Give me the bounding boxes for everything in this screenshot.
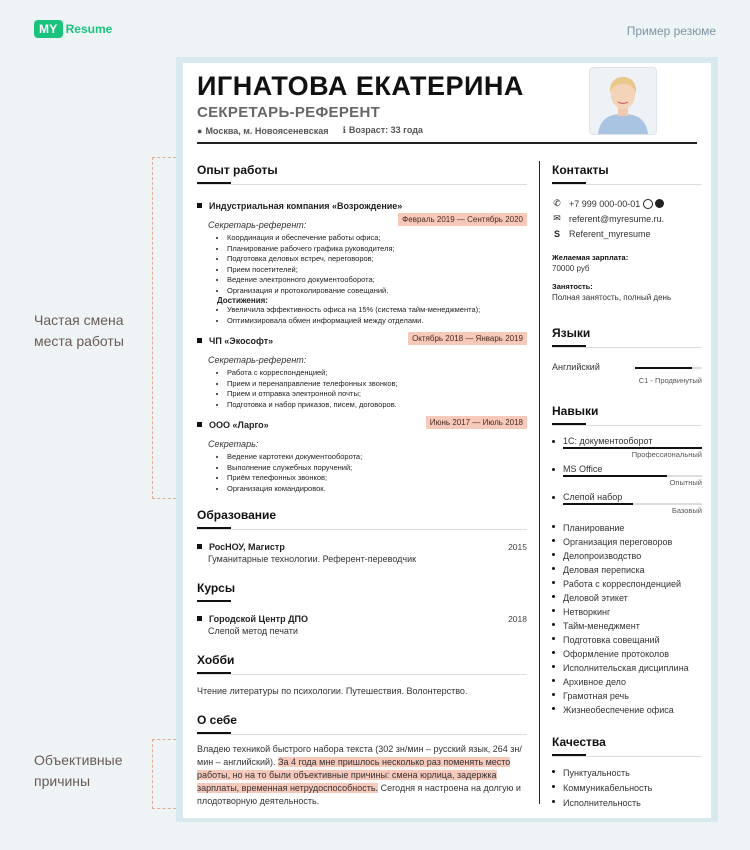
- job-dates-badge: Июнь 2017 — Июль 2018: [426, 416, 527, 429]
- job-duties: [197, 368, 527, 410]
- telegram-icon: [655, 199, 664, 208]
- job-item: ООО «Ларго» Секретарь: Июнь 2017 — Июль 2018 • Ведение картотеки документооборота; • Выполнение служебных поручений; • Приём телефонных звонков; • Организация командировок.: [197, 420, 527, 494]
- education-school: РосНОУ, Магистр: [197, 542, 527, 552]
- contacts-line: [552, 184, 702, 185]
- section-skills: [552, 404, 702, 717]
- resume-name: ИГНАТОВА ЕКАТЕРИНА: [197, 71, 524, 101]
- skills-list: [552, 521, 702, 717]
- job-company: ООО «Ларго»: [197, 420, 527, 430]
- contact-skype[interactable]: [552, 226, 702, 241]
- experience-title: Опыт работы: [197, 163, 278, 177]
- skill-item: Нетворкинг: [552, 605, 702, 619]
- duty-item: • Планирование рабочего графика руководителя;: [227, 244, 527, 255]
- job-position: Секретарь-референт: [208, 355, 304, 365]
- hobby-line: [197, 674, 527, 675]
- logo-my: MY: [34, 20, 63, 38]
- resume-page: [183, 63, 711, 818]
- duty-item: • Работа с корреспонденцией;: [227, 368, 527, 379]
- location-pin-icon: ●: [197, 125, 203, 136]
- about-line: [197, 734, 527, 735]
- skill-item: Жизнеобеспечение офиса: [552, 703, 702, 717]
- note-objective-reasons: Объективные причины: [34, 752, 123, 789]
- skill-item: Исполнительская дисциплина: [552, 661, 702, 675]
- rated-skill: [552, 464, 702, 487]
- section-experience: [197, 163, 527, 494]
- courses-underline: [197, 600, 231, 602]
- location: [197, 126, 328, 136]
- education-line: [197, 529, 527, 530]
- skill-item: Деловая переписка: [552, 563, 702, 577]
- header-rule: [197, 142, 697, 144]
- duty-item: • Подготовка и набор приказов, писем, договоров.: [227, 400, 527, 411]
- skill-level-fill: [563, 503, 633, 505]
- rated-skill-name: Слепой набор: [552, 492, 702, 502]
- achievements-label: Достижения:: [217, 296, 268, 305]
- section-courses: [197, 581, 527, 636]
- job-position: Секретарь: [208, 439, 256, 449]
- skill-item: Работа с корреспонденцией: [552, 577, 702, 591]
- skill-level-text: Опытный: [669, 478, 702, 487]
- contact-email[interactable]: [552, 211, 702, 226]
- section-languages: [552, 326, 702, 385]
- education-item: [197, 542, 527, 564]
- languages-line: [552, 347, 702, 348]
- course-item: [197, 614, 527, 636]
- course-year: 2018: [508, 614, 527, 624]
- duty-item: • Прием и отправка электронной почты;: [227, 389, 527, 400]
- contacts-title: Контакты: [552, 163, 609, 177]
- job-dates-badge: Октябрь 2018 — Январь 2019: [408, 332, 527, 345]
- courses-title: Курсы: [197, 581, 236, 595]
- qualities-list: [552, 766, 702, 811]
- achievement-item: • Увеличила эффективность офиса на 15% (система тайм-менеджмента);: [227, 305, 527, 316]
- skill-item: Подготовка совещаний: [552, 633, 702, 647]
- duty-item: • Ведение электронного документооборота;: [227, 275, 527, 286]
- skills-title: Навыки: [552, 404, 599, 418]
- achievement-item: • Оптимизировала обмен информацией между отделами.: [227, 316, 527, 327]
- skill-item: Архивное дело: [552, 675, 702, 689]
- section-hobby: [197, 653, 527, 698]
- language-item: [552, 362, 702, 376]
- salary-label: Желаемая зарплата:: [552, 253, 629, 262]
- duty-item: • Организация командировок.: [227, 484, 527, 495]
- age: [342, 125, 422, 136]
- whatsapp-icon: [643, 199, 653, 209]
- education-title: Образование: [197, 508, 277, 522]
- job-duties: [197, 233, 527, 296]
- location-text: Москва, м. Новоясеневская: [205, 125, 329, 136]
- experience-line: [197, 184, 527, 185]
- skill-level-text: Профессиональный: [631, 450, 702, 459]
- languages-title: Языки: [552, 326, 591, 340]
- about-text-start: Владею техникой быстрого набора текста (302 зн/мин – русский язык, 264 зн/мин – английский).: [197, 744, 522, 767]
- employment-label: Занятость:: [552, 282, 593, 291]
- duty-item: • Приём телефонных звонков;: [227, 473, 527, 484]
- rated-skill-name: 1С: документооборот: [552, 436, 702, 446]
- skill-item: Грамотная речь: [552, 689, 702, 703]
- quality-item: Пунктуальность: [552, 766, 702, 781]
- skype-text: Referent_myresume: [569, 228, 651, 239]
- job-dates-badge: Февраль 2019 — Сентябрь 2020: [398, 213, 527, 226]
- skill-level-fill: [563, 475, 667, 477]
- course-org: Городской Центр ДПО: [197, 614, 527, 624]
- education-year: 2015: [508, 542, 527, 552]
- duty-item: • Прием и перенаправление телефонных звонков;: [227, 379, 527, 390]
- skill-item: Планирование: [552, 521, 702, 535]
- hobby-title: Хобби: [197, 653, 235, 667]
- skill-item: Делопроизводство: [552, 549, 702, 563]
- profile-photo-image: [590, 68, 656, 134]
- duty-item: • Организация и протоколирование совещаний.: [227, 286, 527, 297]
- resume-meta: [197, 125, 423, 136]
- skill-level-fill: [563, 447, 702, 449]
- rated-skill: [552, 492, 702, 515]
- rated-skill: [552, 436, 702, 459]
- duty-item: • Прием посетителей;: [227, 265, 527, 276]
- email-text: referent@myresume.ru.: [569, 213, 665, 224]
- skill-level-text: Базовый: [671, 506, 702, 515]
- about-title: О себе: [197, 713, 237, 727]
- job-company: ЧП «Экософт»: [197, 336, 527, 346]
- language-level-text: C1 - Продвинутый: [638, 376, 702, 385]
- salary-value: 70000 руб: [552, 264, 590, 273]
- section-contacts: [552, 163, 702, 302]
- logo-resume: Resume: [65, 22, 113, 36]
- language-level-fill: [635, 367, 692, 369]
- about-text: [197, 743, 522, 808]
- logo[interactable]: [34, 20, 112, 38]
- job-company: Индустриальная компания «Возрождение»: [197, 201, 527, 211]
- section-qualities: [552, 735, 702, 811]
- right-column: [552, 163, 702, 811]
- left-column: [197, 163, 527, 808]
- info-icon: ℹ: [342, 125, 346, 135]
- age-text: Возраст: 33 года: [348, 125, 423, 135]
- duty-item: • Координация и обеспечение работы офиса;: [227, 233, 527, 244]
- quality-item: Исполнительность: [552, 796, 702, 811]
- duty-item: • Подготовка деловых встреч, переговоров;: [227, 254, 527, 265]
- hobby-text: Чтение литературы по психологии. Путешествия. Волонтерство.: [197, 686, 468, 696]
- section-about: [197, 713, 527, 808]
- job-duties: [197, 452, 527, 494]
- email-icon: ✉: [553, 213, 561, 223]
- quality-item: Коммуникабельность: [552, 781, 702, 796]
- phone-icon: ✆: [553, 198, 561, 208]
- job-item: Индустриальная компания «Возрождение» Секретарь-референт: Февраль 2019 — Сентябрь 2020 • Координация и обеспечение работы офиса; • Планирование рабочего графика руководителя; • Подготовка деловых встреч, переговоров; • Прием посетителей; • Ведение электронного документооборота; • Организация и протоколирование совещаний. Достижения: • Увеличила эффективность офиса на 15% (система тайм-менеджмента); • Оптимизировала обмен информацией между отделами.: [197, 201, 527, 326]
- duty-item: • Выполнение служебных поручений;: [227, 463, 527, 474]
- phone-text: +7 999 000-00-01: [569, 198, 641, 209]
- qualities-title: Качества: [552, 735, 606, 749]
- language-name: Английский: [552, 362, 600, 372]
- job-achievements: [197, 305, 527, 326]
- note-frequent-job-change: Частая смена места работы: [34, 312, 124, 349]
- resume-role: СЕКРЕТАРЬ-РЕФЕРЕНТ: [197, 104, 381, 121]
- skill-item: Оформление протоколов: [552, 647, 702, 661]
- education-field: Гуманитарные технологии. Референт-переводчик: [208, 554, 417, 564]
- section-education: [197, 508, 527, 564]
- contact-phone[interactable]: [552, 196, 702, 211]
- skill-item: Тайм-менеджмент: [552, 619, 702, 633]
- skill-item: Деловой этикет: [552, 591, 702, 605]
- duty-item: • Ведение картотеки документооборота;: [227, 452, 527, 463]
- course-name: Слепой метод печати: [208, 626, 298, 636]
- skype-icon: S: [553, 228, 560, 239]
- qualities-line: [552, 756, 702, 757]
- about-text-end: Сегодня я настроена на долгую и плодотворную деятельность.: [197, 783, 521, 806]
- rated-skill-name: MS Office: [552, 464, 702, 474]
- about-text-highlight: За 4 года мне пришлось несколько раз поменять место работы, но на то были объективные причины: смена юрлица, задержка зарплаты, временная нетрудоспособность.: [197, 757, 511, 793]
- employment-value: Полная занятость, полный день: [552, 293, 672, 302]
- job-position: Секретарь-референт: [208, 220, 304, 230]
- skills-line: [552, 425, 702, 426]
- profile-photo: [589, 67, 657, 135]
- job-item: ЧП «Экософт» Секретарь-референт: Октябрь 2018 — Январь 2019 • Работа с корреспонденцией; • Прием и перенаправление телефонных звонков; • Прием и отправка электронной почты; • Подготовка и набор приказов, писем, договоров.: [197, 336, 527, 410]
- skill-item: Организация переговоров: [552, 535, 702, 549]
- column-divider: [539, 161, 540, 804]
- sample-label: Пример резюме: [626, 24, 716, 38]
